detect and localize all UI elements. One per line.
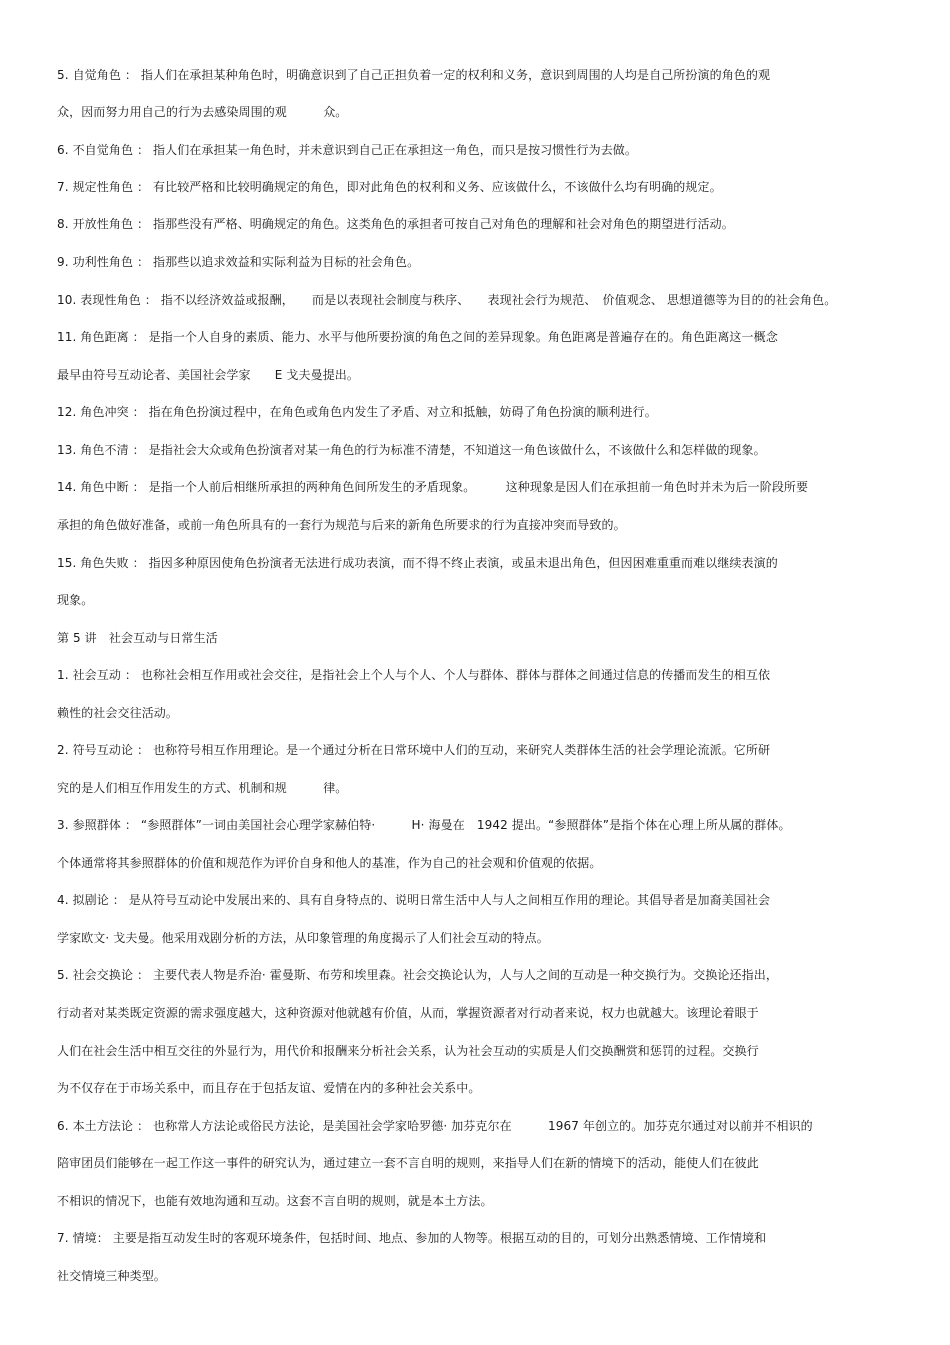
entry-14-role-interruption: 14. 角色中断 ： 是指一个人前后相继所承担的两种角色间所发生的矛盾现象。 这种现象是因人们在承担前一角色时并未为后一阶段所要 [57, 480, 809, 494]
entry-7-situation: 7. 情境： 主要是指互动发生时的客观环境条件，包括时间、地点、参加的人物等。根据互动的目的，可划分出熟悉情境、工作情境和 [57, 1231, 767, 1245]
entry-5-continued: 众，因而努力用自己的行为去感染周围的观 众。 [57, 105, 348, 119]
entry-6-continued-2: 不相识的情况下，也能有效地沟通和互动。这套不言自明的规则，就是本土方法。 [57, 1194, 493, 1208]
entry-3-continued: 个体通常将其参照群体的价值和规范作为评价自身和他人的基准，作为自己的社会观和价值观的依据。 [57, 856, 602, 870]
entry-7-continued: 社交情境三种类型。 [57, 1269, 166, 1283]
entry-2-symbolic-interactionism: 2. 符号互动论 ： 也称符号相互作用理论。是一个通过分析在日常环境中人们的互动，来研究人类群体生活的社会学理论流派。它所研 [57, 743, 771, 757]
entry-4-dramaturgy: 4. 拟剧论 ： 是从符号互动论中发展出来的、具有自身特点的、说明日常生活中人与人之间相互作用的理论。其倡导者是加裔美国社会 [57, 893, 771, 907]
entry-6-continued-1: 陪审团员们能够在一起工作这一事件的研究认为，通过建立一套不言自明的规则，来指导人们在新的情境下的活动，能使人们在彼此 [57, 1156, 759, 1170]
entry-12-role-conflict: 12. 角色冲突 ： 指在角色扮演过程中，在角色或角色内发生了矛盾、对立和抵触，妨碍了角色扮演的顺利进行。 [57, 405, 657, 419]
section-heading-lecture-5: 第 5 讲 社会互动与日常生活 [57, 631, 218, 645]
entry-5-exchange-continued-3: 为不仅存在于市场关系中，而且存在于包括友谊、爱情在内的多种社会关系中。 [57, 1081, 481, 1095]
entry-4-continued: 学家欧文· 戈夫曼。他采用戏剧分析的方法，从印象管理的角度揭示了人们社会互动的特点。 [57, 931, 549, 945]
entry-6-unaware-role: 6. 不自觉角色 ： 指人们在承担某一角色时，并未意识到自己正在承担这一角色，而只是按习惯性行为去做。 [57, 143, 637, 157]
entry-14-continued: 承担的角色做好准备，或前一角色所具有的一套行为规范与后来的新角色所要求的行为直接冲突而导致的。 [57, 518, 626, 532]
entry-15-role-failure: 15. 角色失败 ： 指因多种原因使角色扮演者无法进行成功表演，而不得不终止表演，或虽未退出角色，但因困难重重而难以继续表演的 [57, 556, 778, 570]
entry-5-exchange-continued-1: 行动者对某类既定资源的需求强度越大，这种资源对他就越有价值，从而，掌握资源者对行动者来说，权力也就越大。该理论着眼于 [57, 1006, 759, 1020]
entry-1-continued: 赖性的社会交往活动。 [57, 706, 179, 720]
entry-1-social-interaction: 1. 社会互动 ： 也称社会相互作用或社会交往，是指社会上个人与个人、个人与群体、群体与群体之间通过信息的传播而发生的相互依 [57, 668, 771, 682]
entry-5-social-exchange-theory: 5. 社会交换论 ： 主要代表人物是乔治· 霍曼斯、布劳和埃里森。社会交换论认为，人与人之间的互动是一种交换行为。交换论还指出， [57, 968, 778, 982]
entry-7-prescribed-role: 7. 规定性角色 ： 有比较严格和比较明确规定的角色，即对此角色的权利和义务、应该做什么，不该做什么均有明确的规定。 [57, 180, 722, 194]
entry-5-self-aware-role: 5. 自觉角色 ： 指人们在承担某种角色时，明确意识到了自己正担负着一定的权利和义务，意识到周围的人均是自己所扮演的角色的观 [57, 68, 771, 82]
entry-8-open-role: 8. 开放性角色 ： 指那些没有严格、明确规定的角色。这类角色的承担者可按自己对角色的理解和社会对角色的期望进行活动。 [57, 217, 734, 231]
entry-2-continued: 究的是人们相互作用发生的方式、机制和规 律。 [57, 781, 348, 795]
entry-3-reference-group: 3. 参照群体 ： “参照群体”一词由美国社会心理学家赫伯特· H· 海曼在 1942 提出。“参照群体”是指个体在心理上所从属的群体。 [57, 818, 791, 832]
entry-6-ethnomethodology: 6. 本土方法论 ： 也称常人方法论或俗民方法论，是美国社会学家哈罗德· 加芬克尔在 1967 年创立的。加芬克尔通过对以前并不相识的 [57, 1119, 813, 1133]
entry-5-exchange-continued-2: 人们在社会生活中相互交往的外显行为，用代价和报酬来分析社会关系，认为社会互动的实质是人们交换酬赏和惩罚的过程。交换行 [57, 1044, 759, 1058]
entry-15-continued: 现象。 [57, 593, 94, 607]
entry-9-utilitarian-role: 9. 功利性角色 ： 指那些以追求效益和实际利益为目标的社会角色。 [57, 255, 420, 269]
entry-13-role-ambiguity: 13. 角色不清 ： 是指社会大众或角色扮演者对某一角色的行为标准不清楚，不知道这一角色该做什么，不该做什么和怎样做的现象。 [57, 443, 766, 457]
entry-11-continued: 最早由符号互动论者、美国社会学家 E 戈夫曼提出。 [57, 368, 359, 382]
entry-10-expressive-role: 10. 表现性角色 ： 指不以经济效益或报酬， 而是以表现社会制度与秩序、 表现社会行为规范、 价值观念、 思想道德等为目的的社会角色。 [57, 293, 837, 307]
entry-11-role-distance: 11. 角色距离 ： 是指一个人自身的素质、能力、水平与他所要扮演的角色之间的差异现象。角色距离是普遍存在的。角色距离这一概念 [57, 330, 778, 344]
